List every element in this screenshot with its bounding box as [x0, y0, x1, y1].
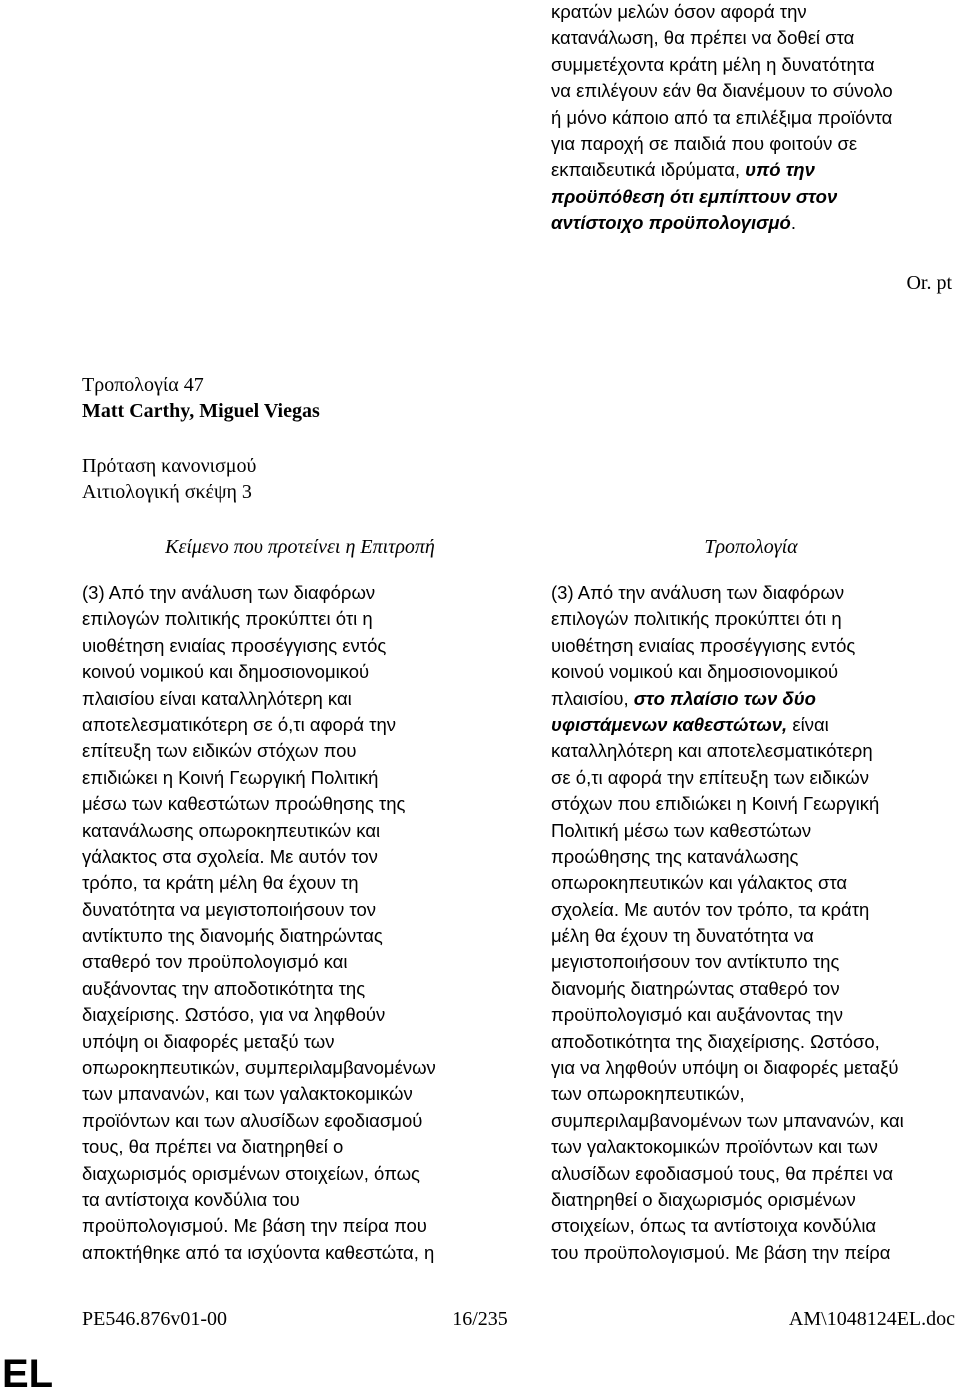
text-line: διαχείρισης. Ωστόσο, για να ληφθούν [82, 1004, 386, 1026]
text-fragment: εκπαιδευτικά ιδρύματα, [551, 159, 741, 181]
text-line: επιλογών πολιτικής προκύπτει ότι η [82, 608, 373, 630]
text-fragment: είναι [787, 713, 829, 735]
text-line: σχολεία. Με αυτόν τον τρόπο, τα κράτη [551, 898, 870, 920]
text-line: κατανάλωση, θα πρέπει να δοθεί στα [551, 27, 855, 49]
text-line [551, 686, 904, 712]
text-line: στόχων που επιδιώκει η Κοινή Γεωργική [551, 793, 880, 815]
text-line: κοινού νομικού και δημοσιονομικού [82, 661, 370, 683]
text-line: για να ληφθούν υπόψη οι διαφορές μεταξύ [551, 1057, 899, 1079]
text-line: κοινού νομικού και δημοσιονομικού [551, 661, 839, 683]
text-line [551, 157, 893, 183]
text-line: επιλογών πολιτικής προκύπτει ότι η [551, 608, 842, 630]
right-column-header: Τροπολογία [704, 536, 798, 558]
text-line: τα αντίστοιχα κονδύλια του [82, 1188, 300, 1210]
text-line: προϊόντων και των αλυσίδων εφοδιασμού [82, 1109, 423, 1131]
original-language: Or. pt [906, 272, 952, 294]
text-line: αντίκτυπο της διανομής διατηρώντας [82, 925, 383, 947]
text-line: τρόπο, τα κράτη μέλη θα έχουν τη [82, 872, 359, 894]
text-line: μέλη θα έχουν τη δυνατότητα να [551, 925, 814, 947]
text-line: σε ό,τι αφορά την επίτευξη των ειδικών [551, 766, 869, 788]
text-line: κατανάλωσης οπωροκηπευτικών και [82, 819, 381, 841]
text-line: διαχωρισμός ορισμένων στοιχείων, όπως [82, 1162, 420, 1184]
amendment-authors: Matt Carthy, Miguel Viegas [82, 400, 320, 422]
text-line: πλαισίου είναι καταλληλότερη και [82, 687, 352, 709]
emphasis-fragment: υπό την [740, 159, 815, 181]
text-line: των γαλακτοκομικών προϊόντων και των [551, 1136, 878, 1158]
text-line: ή μόνο κάποιο από τα επιλέξιμα προϊόντα [551, 106, 893, 128]
text-line: καταλληλότερη και αποτελεσματικότερη [551, 740, 873, 762]
emphasis-line: προϋπόθεση ότι εμπίπτουν στον [551, 185, 838, 207]
emphasis-fragment: υφιστάμενων καθεστώτων, [551, 713, 788, 735]
text-line [551, 210, 893, 236]
text-line: να επιλέγουν εάν θα διανέμουν το σύνολο [551, 80, 893, 102]
text-line: κρατών μελών όσον αφορά την [551, 1, 807, 22]
text-line: υιοθέτηση ενιαίας προσέγγισης εντός [551, 634, 856, 656]
text-line: οπωροκηπευτικών και γάλακτος στα [551, 872, 848, 894]
text-line: προϋπολογισμό και αυξάνοντας την [551, 1004, 843, 1026]
text-line: αποδοτικότητα της διαχείρισης. Ωστόσο, [551, 1030, 880, 1052]
text-fragment: πλαισίου, [551, 687, 629, 709]
text-line: σταθερό τον προϋπολογισμό και [82, 951, 348, 973]
right-column-text [551, 580, 904, 1266]
recital-ref: Αιτιολογική σκέψη 3 [82, 481, 252, 503]
text-line: αυξάνοντας την αποδοτικότητα της [82, 977, 366, 999]
text-line: προώθησης της κατανάλωσης [551, 845, 799, 867]
left-column-header: Κείμενο που προτείνει η Επιτροπή [165, 536, 435, 558]
footer-file-ref: AM\1048124EL.doc [788, 1308, 955, 1330]
text-line: για παροχή σε παιδιά που φοιτούν σε [551, 132, 858, 154]
text-line: μεγιστοποιήσουν τον αντίκτυπο της [551, 951, 840, 973]
left-column-text [82, 580, 436, 1266]
emphasis-fragment: στο πλαίσιο των δύο [628, 687, 816, 709]
text-line: του προϋπολογισμού. Με βάση την πείρα [551, 1241, 891, 1263]
text-line: δυνατότητα να μεγιστοποιήσουν τον [82, 898, 377, 920]
text-line: συμπεριλαμβανομένων των μπανανών, και [551, 1109, 904, 1131]
text-line: (3) Από την ανάλυση των διαφόρων [551, 582, 845, 603]
proposal-title: Πρόταση κανονισμού [82, 455, 257, 477]
emphasis-fragment: αντίστοιχο προϋπολογισμό [551, 212, 791, 234]
text-line: υιοθέτηση ενιαίας προσέγγισης εντός [82, 634, 387, 656]
text-line: μέσω των καθεστώτων προώθησης της [82, 793, 406, 815]
text-line: αποτελεσματικότερη σε ό,τι αφορά την [82, 713, 397, 735]
text-line: προϋπολογισμού. Με βάση την πείρα που [82, 1215, 427, 1237]
text-line: διατηρηθεί ο διαχωρισμός ορισμένων [551, 1188, 856, 1210]
text-line: Πολιτική μέσω των καθεστώτων [551, 819, 812, 841]
text-line: υπόψη οι διαφορές μεταξύ των [82, 1030, 335, 1052]
text-line: επίτευξη των ειδικών στόχων που [82, 740, 357, 762]
text-line: αλυσίδων εφοδιασμού τους, θα πρέπει να [551, 1162, 894, 1184]
text-line: στοιχείων, όπως τα αντίστοιχα κονδύλια [551, 1215, 877, 1237]
text-fragment: . [790, 212, 796, 234]
footer-language-code: EL [2, 1352, 54, 1396]
text-line: οπωροκηπευτικών, συμπεριλαμβανομένων [82, 1057, 436, 1079]
footer-doc-ref: PE546.876v01-00 [82, 1308, 227, 1330]
amendment-label: Τροπολογία 47 [82, 374, 204, 396]
continuation-text [551, 0, 893, 237]
text-line: τους, θα πρέπει να διατηρηθεί ο [82, 1136, 344, 1158]
text-line: των οπωροκηπευτικών, [551, 1083, 745, 1105]
text-line: επιδιώκει η Κοινή Γεωργική Πολιτική [82, 766, 379, 788]
footer-page-number: 16/235 [452, 1308, 508, 1330]
text-line: (3) Από την ανάλυση των διαφόρων [82, 582, 376, 603]
text-line [551, 712, 904, 738]
text-line: διανομής διατηρώντας σταθερό τον [551, 977, 840, 999]
text-line: συμμετέχοντα κράτη μέλη η δυνατότητα [551, 53, 875, 75]
text-line: των μπανανών, και των γαλακτοκομικών [82, 1083, 413, 1105]
text-line: γάλακτος στα σχολεία. Με αυτόν τον [82, 845, 378, 867]
text-line: αποκτήθηκε από τα ισχύοντα καθεστώτα, η [82, 1241, 435, 1263]
